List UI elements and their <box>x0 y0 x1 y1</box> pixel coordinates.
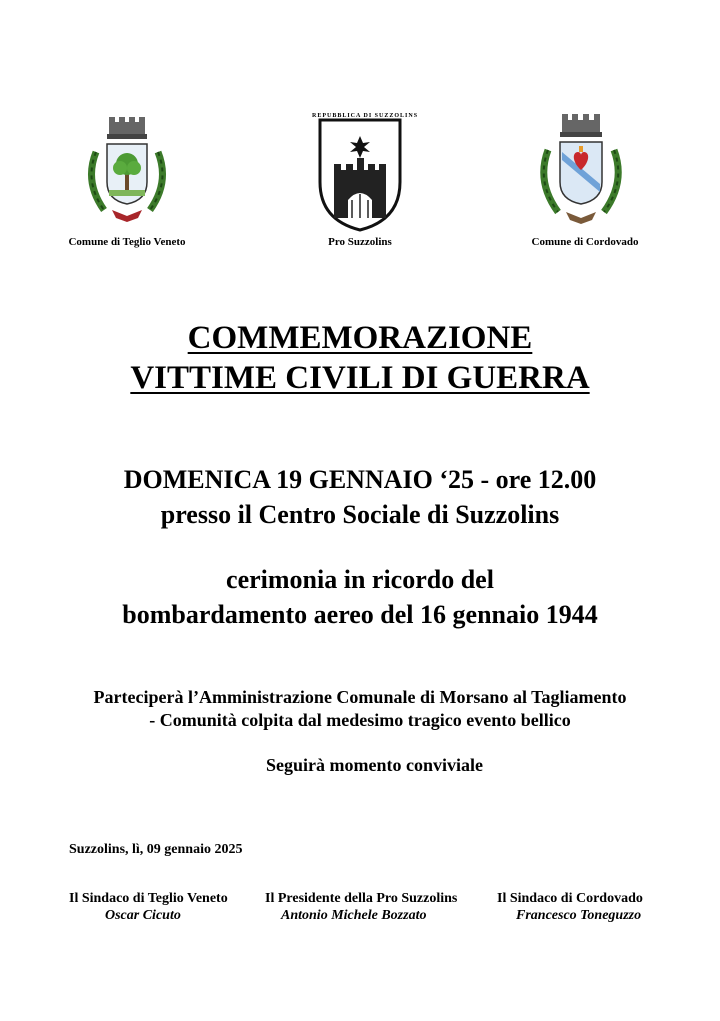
teglio-veneto-coat-of-arms <box>82 112 172 227</box>
signature-role-cordovado: Il Sindaco di Cordovado <box>497 891 643 906</box>
teglio-veneto-caption: Comune di Teglio Veneto <box>68 236 186 248</box>
pro-suzzolins-seal <box>312 112 419 234</box>
title-line-2: VITTIME CIVILI DI GUERRA <box>130 360 590 396</box>
place-date: Suzzolins, lì, 09 gennaio 2025 <box>69 842 243 857</box>
title-line-1: COMMEMORAZIONE <box>187 320 533 356</box>
signature-name-teglio: Oscar Cicuto <box>105 908 181 923</box>
conviviale-note: Seguirà momento conviviale <box>266 755 483 775</box>
event-date: DOMENICA 19 GENNAIO ‘25 - ore 12.00 <box>123 465 597 494</box>
signature-name-pro-suzzolins: Antonio Michele Bozzato <box>281 908 427 923</box>
cordovado-caption: Comune di Cordovado <box>531 236 639 248</box>
cordovado-coat-of-arms <box>534 108 628 228</box>
event-place: presso il Centro Sociale di Suzzolins <box>160 500 560 529</box>
signature-name-cordovado: Francesco Toneguzzo <box>516 908 642 923</box>
pro-suzzolins-caption: Pro Suzzolins <box>328 236 392 248</box>
ceremony-line-1: cerimonia in ricordo del <box>226 565 494 594</box>
participation-line-1: Parteciperà l’Amministrazione Comunale di Morsano al Tagliamento <box>93 687 627 707</box>
signature-role-teglio: Il Sindaco di Teglio Veneto <box>69 891 228 906</box>
signature-role-pro-suzzolins: Il Presidente della Pro Suzzolins <box>265 891 458 906</box>
ceremony-line-2: bombardamento aereo del 16 gennaio 1944 <box>122 600 598 629</box>
participation-line-2: - Comunità colpita dal medesimo tragico evento bellico <box>149 710 571 730</box>
seal-text: REPUBBLICA DI SUZZOLINS <box>312 113 419 119</box>
